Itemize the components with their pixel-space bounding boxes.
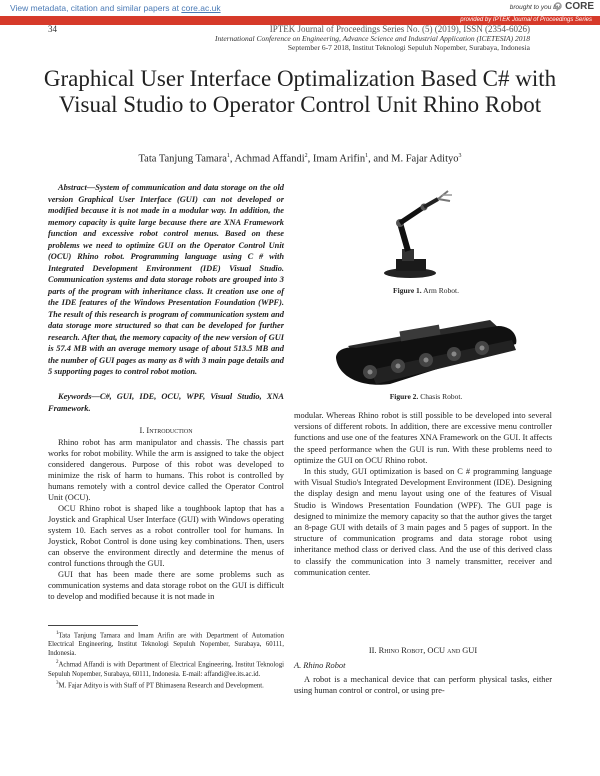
paragraph: In this study, GUI optimization is based on C # programming language with Visual Studio's Integrated Development Environment (IDE). Designing the display design and menu layout using one of the features of Visual Studio is Windows Presentation Foundation (WPF). The GUI page is designed to minimize the memory capacity so that the author gives the target an 8-page GUI with details of 3 main pages and 5 pages of support. In the structure of communication programs and data storage robot using inheritance method class or derived class. And the use of this derived class to classify the communication into 3 namely transmitter, receiver and communication center. xyxy=(294,467,552,577)
page-number: 34 xyxy=(48,24,57,34)
author-line: Tata Tanjung Tamara$^1$, Achmad Affandi$^2$, Imam Arifin$^1$, and M. Fajar Adityo$^3$ xyxy=(138,153,462,165)
conference-date-line: September 6-7 2018, Institut Teknologi Sepuluh Nopember, Surabaya, Indonesia xyxy=(287,43,530,52)
rhino-robot-body xyxy=(294,674,552,696)
right-column-body xyxy=(294,410,552,578)
section-heading-introduction: I. Introduction xyxy=(139,426,193,435)
core-logo[interactable]: CORE xyxy=(554,1,594,12)
section-heading-rhino-robot: II. Rhino Robot, OCU and GUI xyxy=(368,646,478,655)
core-logo-icon xyxy=(554,2,562,10)
paragraph: modular. Whereas Rhino robot is still possible to be developed into several versions of different robots. In addition, there are excessive menu controller functions and use one of the features XNA Framework on the GUI. It affects the speed performance when the GUI is run. With these problems need to optimize the GUI on OCU Rhino robot. xyxy=(294,411,552,465)
arm-robot-figure xyxy=(372,183,472,283)
author-name: Imam Arifin xyxy=(312,153,366,165)
conference-line: International Conference on Engineering, Advance Science and Industrial Application (ICETESIA) 2018 xyxy=(214,34,530,43)
paragraph: A robot is a mechanical device that can perform physical tasks, either using human control or control, or using pre- xyxy=(294,675,552,696)
author-name: Achmad Affandi xyxy=(234,153,305,165)
author-name: M. Fajar Adityo xyxy=(391,153,459,165)
provided-by-text[interactable]: provided by IPTEK Journal of Proceedings Series xyxy=(460,17,592,23)
footnotes xyxy=(48,629,284,690)
author-name: Tata Tanjung Tamara xyxy=(138,153,227,165)
paragraph: Rhino robot has arm manipulator and chassis. The chassis part works for robot mobility. While the arm is assigned to take the object considered dangerous. Purpose of this robot was developed to minimize the risk of harm to humans. This robot is controlled by humans remotely with a control device called the Operator Control Unit (OCU). xyxy=(48,438,284,502)
abstract-text: —System of communication and data storage on the old version Graphical User Interface (GUI) can not developed or modified because it is not made in a modular way. In addition, the memory capacity is quite large because there are XNA Framework function and excessive robot control menus. Based on these problems we need to optimize GUI on the Operator Control Unit (OCU) Rhino robot. Programming language using C # with Integrated Development Environment (IDE) Visual Studio. Communication systems and data storage robots are grouped into 3 parts of the program with inheritance class. It creation use one of the IDE features of the Windows Presentation Foundation (WPF). The result of this research is program of communication system and data storage more structured so that can be developed for further research. After that, the memory capacity of the new version of GUI is 57.4 MB with an average memory usage of about 513.5 MB and the number of GUI pages as many as 8 with 3 main page details and 5 supporting pages to control robot motion. xyxy=(48,183,284,376)
paragraph: GUI that has been made there are some problems such as communication systems and data storage robot on the GUI is difficult to develop and modified because it is not made in xyxy=(48,570,284,601)
paragraph: OCU Rhino robot is shaped like a toughbook laptop that has a Joystick and Graphical User Interface (GUI) with Windows operating system 10. Each serves as a robot controller tool for humans. In Joystick, Robot Control is done using key combinations. Then, users can observe the environment directly and determine the menus of control functions through the GUI. xyxy=(48,504,284,568)
figure-1-caption: Figure 1. Arm Robot. xyxy=(393,286,459,295)
footnote: $^1$Tata Tanjung Tamara and Imam Arifin are with Department of Automation Electrical Engineering, Institut Teknologi Sepuluh Nopember, Surabaya, 60111, Indonesia. xyxy=(48,631,284,658)
paper-title: Graphical User Interface Optimalization Based C# with Visual Studio to Operator Control Unit Rhino Robot xyxy=(43,66,557,117)
journal-header: IPTEK Journal of Proceedings Series No. (5) (2019), ISSN (2354-6026) xyxy=(269,24,530,34)
subsection-heading-rhino-robot: A. Rhino Robot xyxy=(294,661,346,670)
footnote: $^3$M. Fajar Adityo is with Staff of PT Bhimasena Research and Development. xyxy=(56,680,264,689)
brought-to-you-text: brought to you by xyxy=(509,4,560,11)
introduction-body xyxy=(48,437,284,602)
abstract-lead: Abstract xyxy=(58,183,87,192)
core-metadata-link[interactable]: View metadata, citation and similar papers at core.ac.uk xyxy=(10,3,221,13)
footnote-rule xyxy=(48,625,138,626)
chassis-robot-figure xyxy=(330,306,520,392)
figure-2-caption: Figure 2. Chasis Robot. xyxy=(389,392,463,401)
footnote: $^2$Achmad Affandi is with Department of Electrical Engineering, Institut Teknologi Sepuluh Nopember, Surabaya, 60111, Indonesia. E-mail: affandi@ee.its.ac.id. xyxy=(48,660,284,678)
core-banner xyxy=(0,0,600,16)
keywords: Keywords—C#, GUI, IDE, OCU, WPF, Visual Studio, XNA Framework. xyxy=(48,392,284,413)
abstract xyxy=(48,182,284,378)
